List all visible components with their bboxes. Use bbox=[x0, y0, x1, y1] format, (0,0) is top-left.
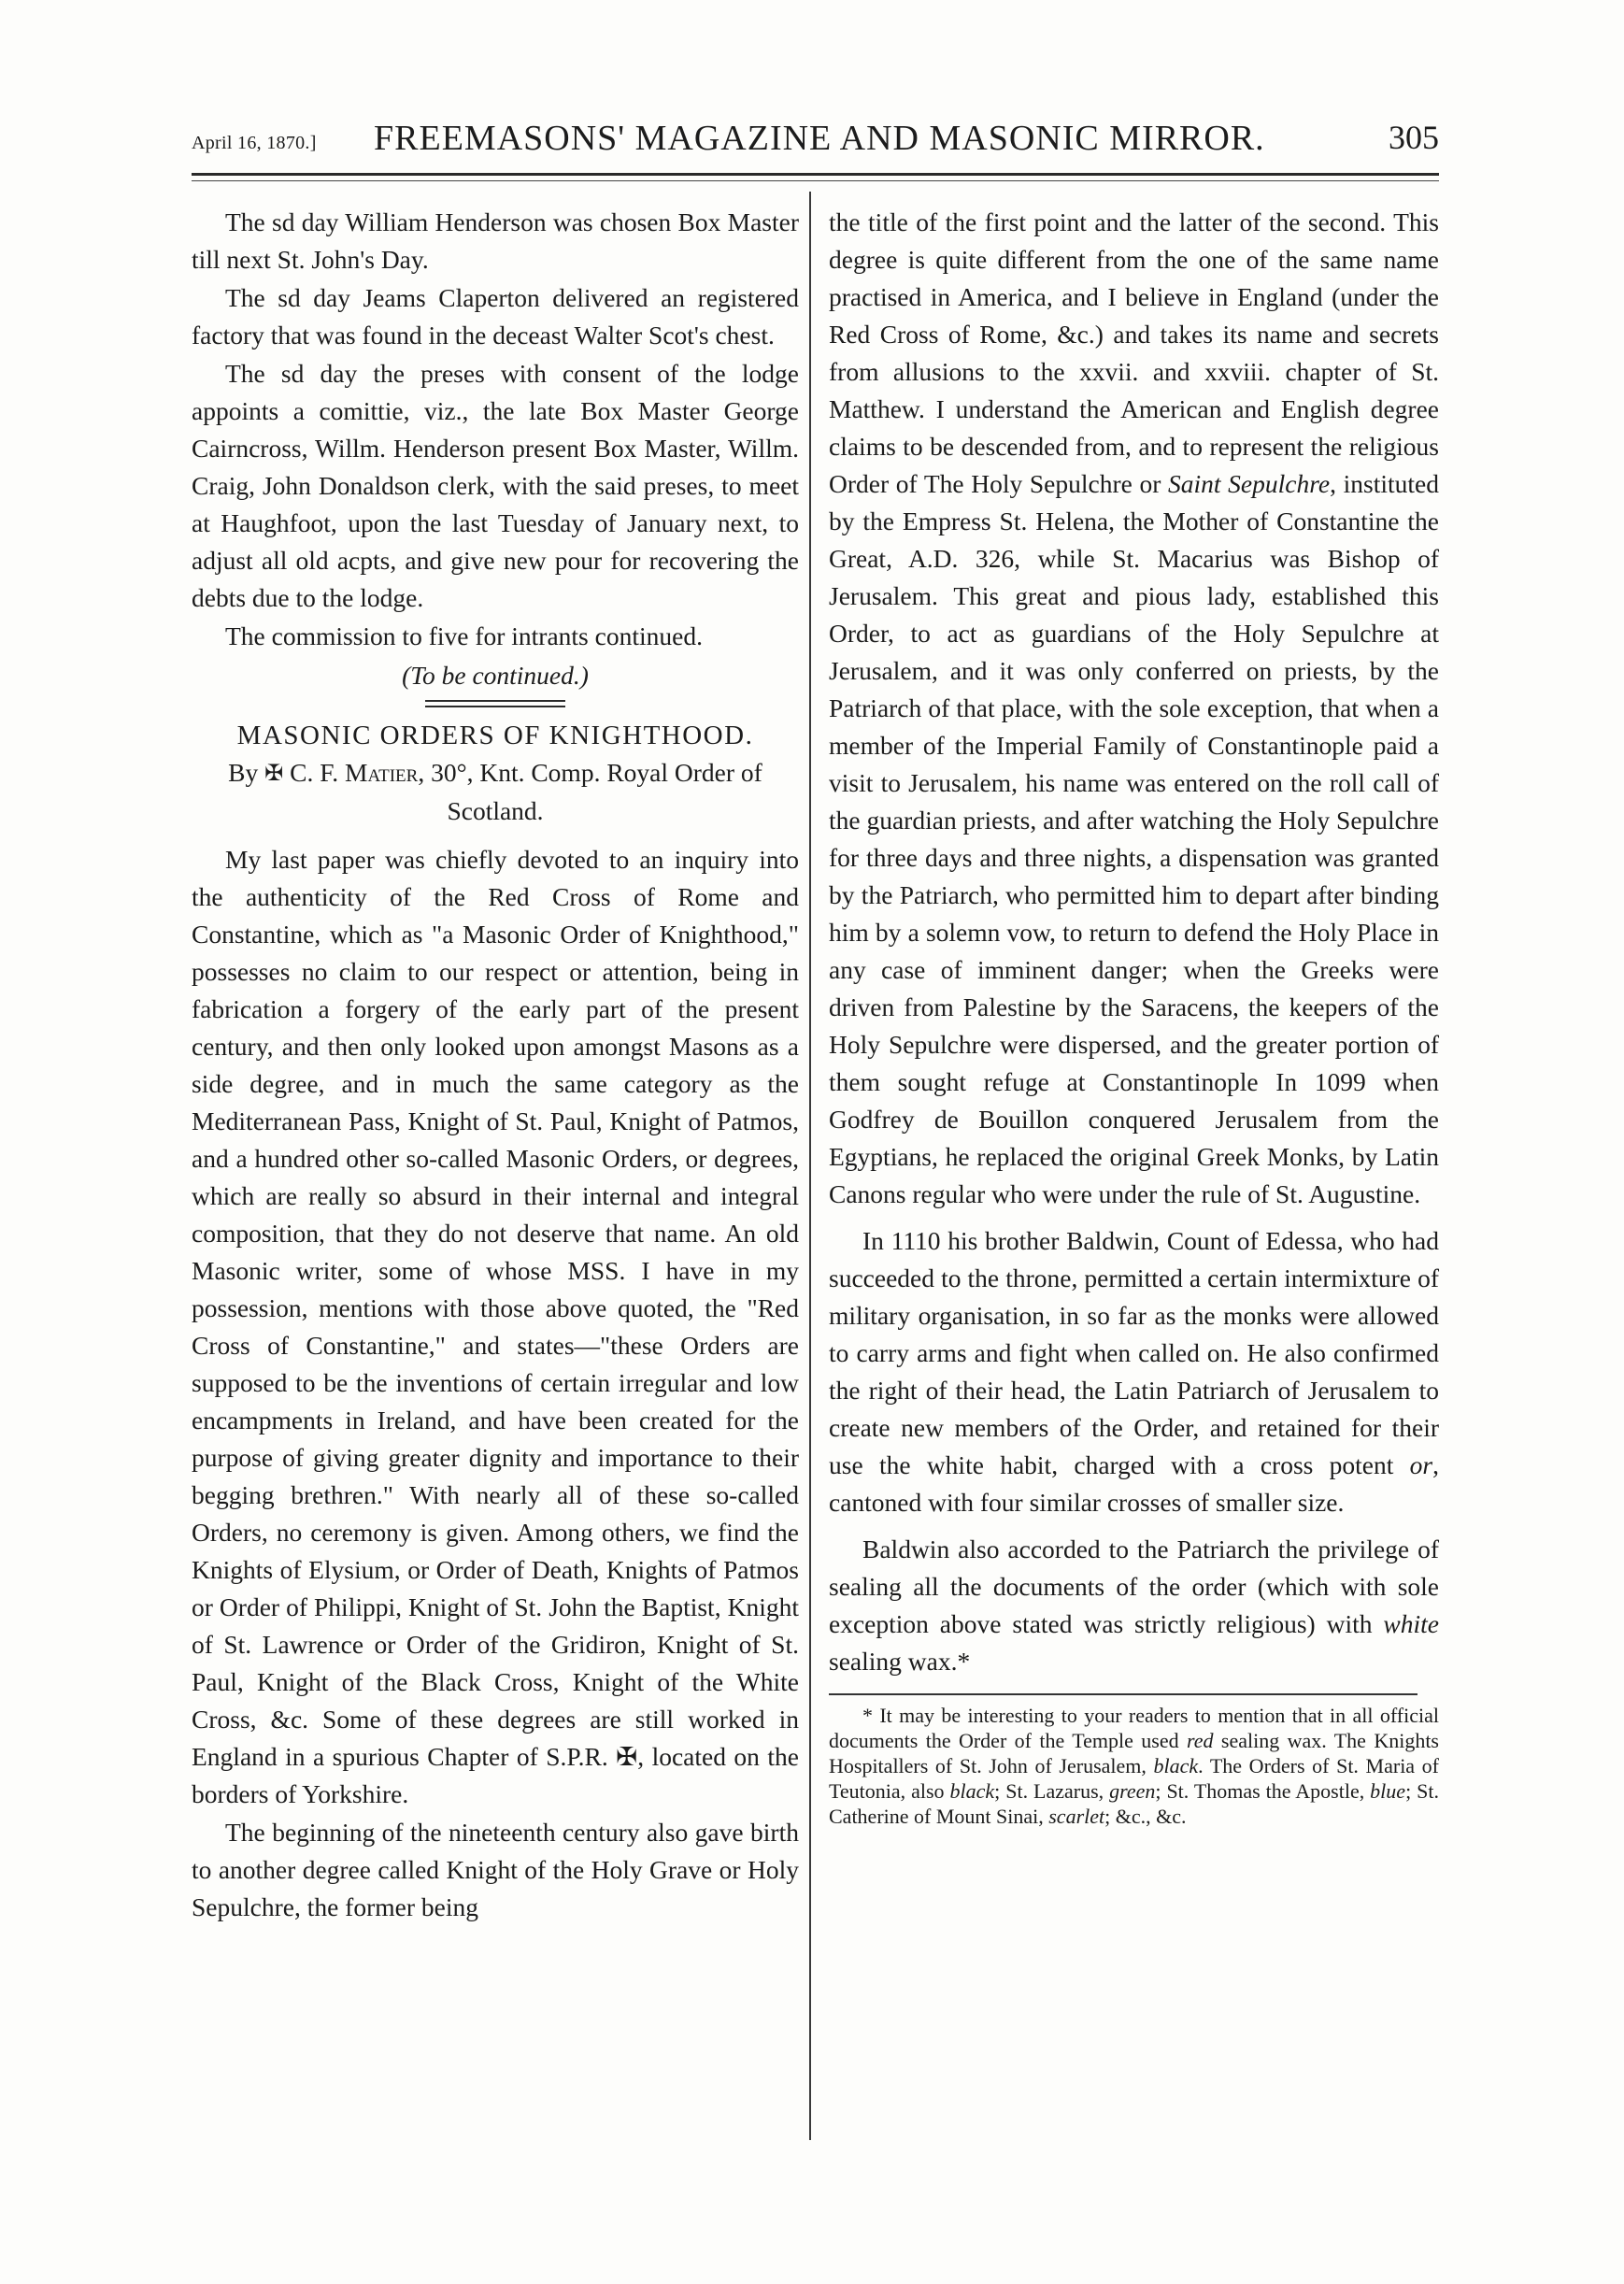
maltese-cross-icon: ✠ bbox=[264, 762, 284, 786]
footnote bbox=[829, 1703, 1439, 1829]
italic-text: blue bbox=[1370, 1779, 1406, 1803]
text-run: Baldwin also accorded to the Patriarch the privilege of sealing all the documents of the order (which with sole exception above stated was strictly religious) with bbox=[829, 1535, 1439, 1638]
paragraph: The commission to five for intrants continued. bbox=[225, 621, 703, 650]
to-be-continued: (To be continued.) bbox=[402, 661, 589, 690]
paragraph: The beginning of the nineteenth century also gave birth to another degree called Knight of the Holy Grave or Holy Sepulchre, the former being bbox=[192, 1818, 799, 1921]
italic-text: or bbox=[1409, 1450, 1433, 1479]
italic-text: black bbox=[1153, 1754, 1199, 1777]
text-run: sealing wax.* bbox=[829, 1647, 971, 1676]
text-run: , instituted by the Empress St. Helena, the Mother of Constantine the Great, A.D. 326, while St. Macarius was Bishop of Jerusalem. This great and pious lady, established this Order, to act as guardians of the Holy Sepulchre at Jerusalem, and it was only conferred on priests, by the Patriarch of that place, with the sole exception, that when a member of the Imperial Family of Constantinople paid a visit to Jerusalem, his name was entered on the roll call of the guardian priests, and after watching the Holy Sepulchre for three days and three nights, a dispensation was granted by the Patriarch, who permitted him to depart after binding him by a solemn vow, to return to defend the Holy Place in any case of imminent danger; when the Greeks were driven from Palestine by the Saracens, the keepers of the Holy Sepulchre were dispersed, and the greater portion of them sought refuge at Constantinople In 1099 when Godfrey de Bouillon conquered Jerusalem from the Egyptians, he replaced the original Greek Monks, by Latin Canons regular who were under the rule of St. Augustine. bbox=[829, 469, 1439, 1208]
text-run: sealing wax. The Knights Hospitallers of St. John of Jerusalem, bbox=[829, 1729, 1439, 1777]
paragraph: The sd day Jeams Claperton delivered an registered factory that was found in the deceast Walter Scot's chest. bbox=[192, 283, 799, 350]
header-rule bbox=[192, 173, 1439, 176]
page-header bbox=[192, 118, 1439, 164]
author-name: C. F. Matier bbox=[290, 758, 419, 787]
italic-text: red bbox=[1186, 1729, 1214, 1752]
text-run: In 1110 his brother Baldwin, Count of Edessa, who had succeeded to the throne, permitted a certain intermixture of military organisation, in so far as the monks were allowed to carry arms and fight when called on. He also confirmed the right of their head, the Latin Patriarch of Jerusalem to create new members of the Order, and retained for their use the white habit, charged with a cross potent bbox=[829, 1226, 1439, 1479]
page-number: 305 bbox=[1389, 119, 1439, 156]
left-column bbox=[192, 204, 799, 1926]
italic-text: black bbox=[949, 1779, 995, 1803]
text-run: ; &c., &c. bbox=[1104, 1805, 1187, 1828]
italic-text: white bbox=[1383, 1609, 1439, 1638]
paragraph: The sd day William Henderson was chosen Box Master till next St. John's Day. bbox=[192, 207, 799, 274]
header-rule-thin bbox=[192, 180, 1439, 181]
article-title: MASONIC ORDERS OF KNIGHTHOOD. bbox=[236, 721, 754, 750]
article-byline bbox=[192, 754, 799, 830]
paragraph bbox=[829, 1222, 1439, 1521]
publication-title: FREEMASONS' MAGAZINE AND MASONIC MIRROR. bbox=[374, 119, 1265, 158]
footnote-rule bbox=[829, 1693, 1417, 1695]
column-divider bbox=[809, 192, 811, 2140]
text-run: * It may be interesting to your readers to mention that in all official documents the Order of the Temple used bbox=[829, 1704, 1439, 1752]
spacer bbox=[192, 830, 799, 841]
author-credentials: , 30°, Knt. Comp. Royal Order of Scotland. bbox=[418, 758, 762, 825]
paragraph: My last paper was chiefly devoted to an inquiry into the authenticity of the Red Cross of Rome and Constantine, which as "a Masonic Order of Knighthood," possesses no claim to our respect or attention, being in fabrication a forgery of the early part of the present century, and then only looked upon amongst Masons as a side degree, and in much the same category as the Mediterranean Pass, Knight of St. Paul, Knight of Patmos, and a hundred other so-called Masonic Orders, or degrees, which are really so absurd in their internal and integral composition, that they do not deserve that name. An old Masonic writer, some of whose MSS. I have in my possession, mentions with those above quoted, the "Red Cross of Constantine," and states—"these Orders are supposed to be the inventions of certain irregular and low encampments in Ireland, and have been created for the purpose of giving greater dignity and importance to their begging brethren." With nearly all of these so-called Orders, no ceremony is given. Among others, we find the Knights of Elysium, or Order of Death, Knights of Patmos or Order of Philippi, Knight of St. John the Baptist, Knight of St. Lawrence or Order of the Gridiron, Knight of St. Paul, Knight of the Black Cross, Knight of the White Cross, &c. Some of these degrees are still worked in England in a spurious Chapter of S.P.R. ✠, located on the borders of Yorkshire. bbox=[192, 845, 799, 1808]
section-separator bbox=[425, 700, 565, 707]
paragraph: The sd day the preses with consent of the lodge appoints a comittie, viz., the late Box Master George Cairncross, Willm. Henderson present Box Master, Willm. Craig, John Donaldson clerk, with the said preses, to meet at Haughfoot, upon the last Tuesday of January next, to adjust all old acpts, and give new pour for recovering the debts due to the lodge. bbox=[192, 359, 799, 612]
issue-date: April 16, 1870.] bbox=[192, 133, 317, 153]
byline-by: By bbox=[228, 758, 259, 787]
text-run: , cantoned with four similar crosses of smaller size. bbox=[829, 1450, 1439, 1517]
text-run: the title of the first point and the latter of the second. This degree is quite different from the one of the same name practised in America, and I believe in England (under the Red Cross of Rome, &c.) and takes its name and secrets from allusions to the xxvii. and xxviii. chapter of St. Matthew. I understand the American and English degree claims to be descended from, and to represent the religious Order of The Holy Sepulchre or bbox=[829, 207, 1439, 498]
text-run: ; St. Thomas the Apostle, bbox=[1155, 1779, 1371, 1803]
italic-text: Saint Sepulchre bbox=[1167, 469, 1331, 498]
text-run: ; St. Lazarus, bbox=[994, 1779, 1110, 1803]
italic-text: scarlet bbox=[1048, 1805, 1105, 1828]
italic-text: green bbox=[1109, 1779, 1156, 1803]
paragraph bbox=[829, 1531, 1439, 1680]
text-run: ; St. Catherine of Mount Sinai, bbox=[829, 1779, 1439, 1828]
right-column bbox=[829, 204, 1439, 1829]
text-run: . The Orders of St. Maria of Teutonia, also bbox=[829, 1754, 1439, 1803]
paragraph bbox=[829, 204, 1439, 1213]
